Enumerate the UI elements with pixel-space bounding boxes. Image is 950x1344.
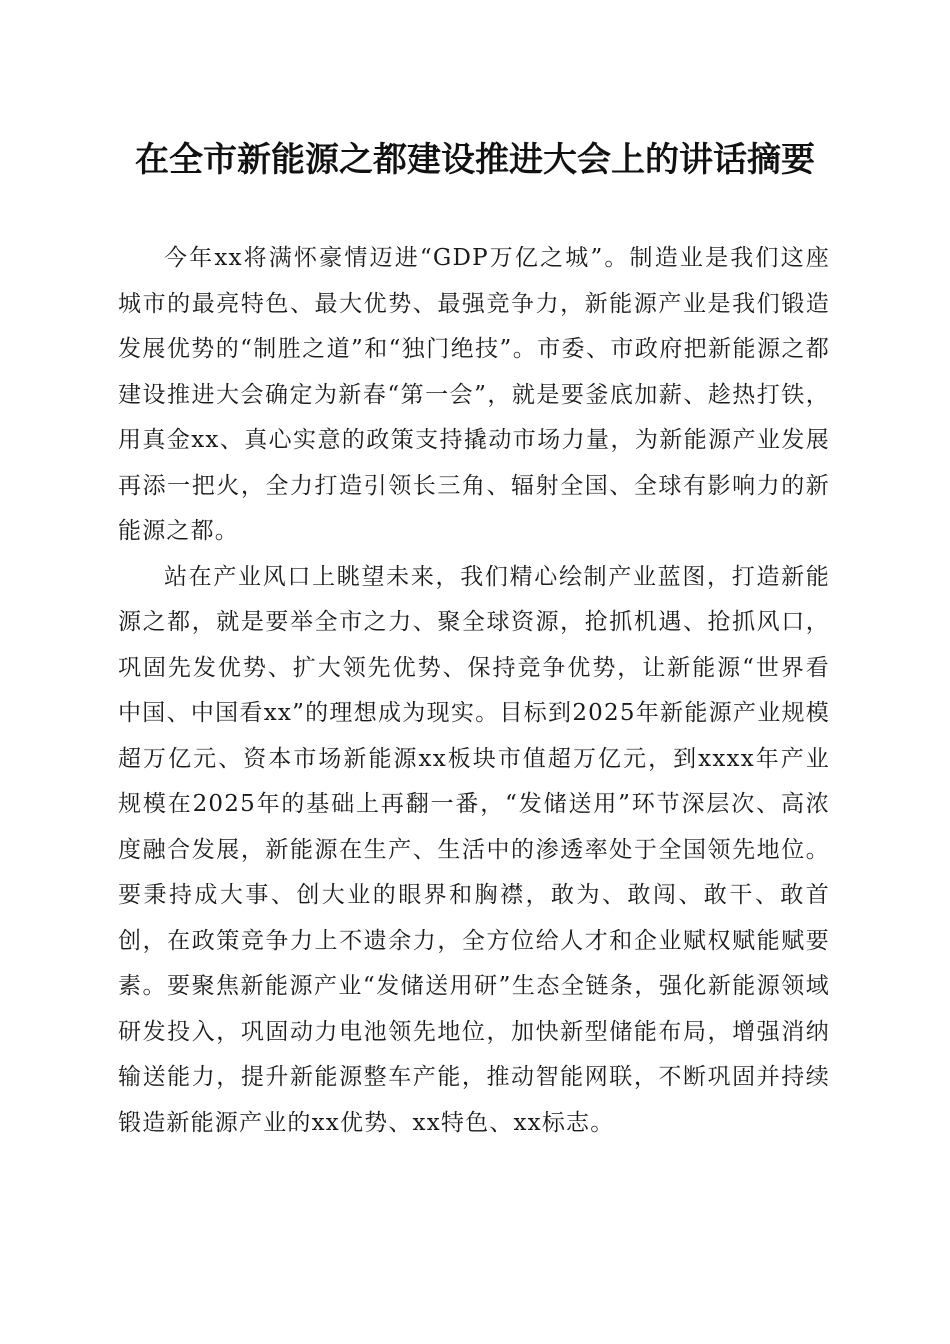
paragraph-2: 站在产业风口上眺望未来，我们精心绘制产业蓝图，打造新能源之都，就是要举全市之力、聚全球资源，抢抓机遇、抢抓风口，巩固先发优势、扩大领先优势、保持竞争优势，让新能源“世界看中国、中国看xx”的理想成为现实。目标到2025年新能源产业规模超万亿元、资本市场新能源xx板块市值超万亿元，到xxxx年产业规模在2025年的基础上再翻一番，“发储送用”环节深层次、高浓度融合发展，新能源在生产、生活中的渗透率处于全国领先地位。要秉持成大事、创大业的眼界和胸襟，敢为、敢闯、敢干、敢首创，在政策竞争力上不遗余力，全方位给人才和企业赋权赋能赋要素。要聚焦新能源产业“发储送用研”生态全链条，强化新能源领域研发投入，巩固动力电池领先地位，加快新型储能布局，增强消纳输送能力，提升新能源整车产能，推动智能网联，不断巩固并持续锻造新能源产业的xx优势、xx特色、xx标志。 <box>118 563 830 1136</box>
paragraph-1: 今年xx将满怀豪情迈进“GDP万亿之城”。制造业是我们这座城市的最亮特色、最大优势、最强竞争力，新能源产业是我们锻造发展优势的“制胜之道”和“独门绝技”。市委、市政府把新能源之都建设推进大会确定为新春“第一会”，就是要釜底加薪、趁热打铁，用真金xx、真心实意的政策支持撬动市场力量，为新能源产业发展再添一把火，全力打造引领长三角、辐射全国、全球有影响力的新能源之都。 <box>118 245 830 544</box>
document-title: 在全市新能源之都建设推进大会上的讲话摘要 <box>135 140 815 180</box>
document-body <box>118 236 830 1146</box>
